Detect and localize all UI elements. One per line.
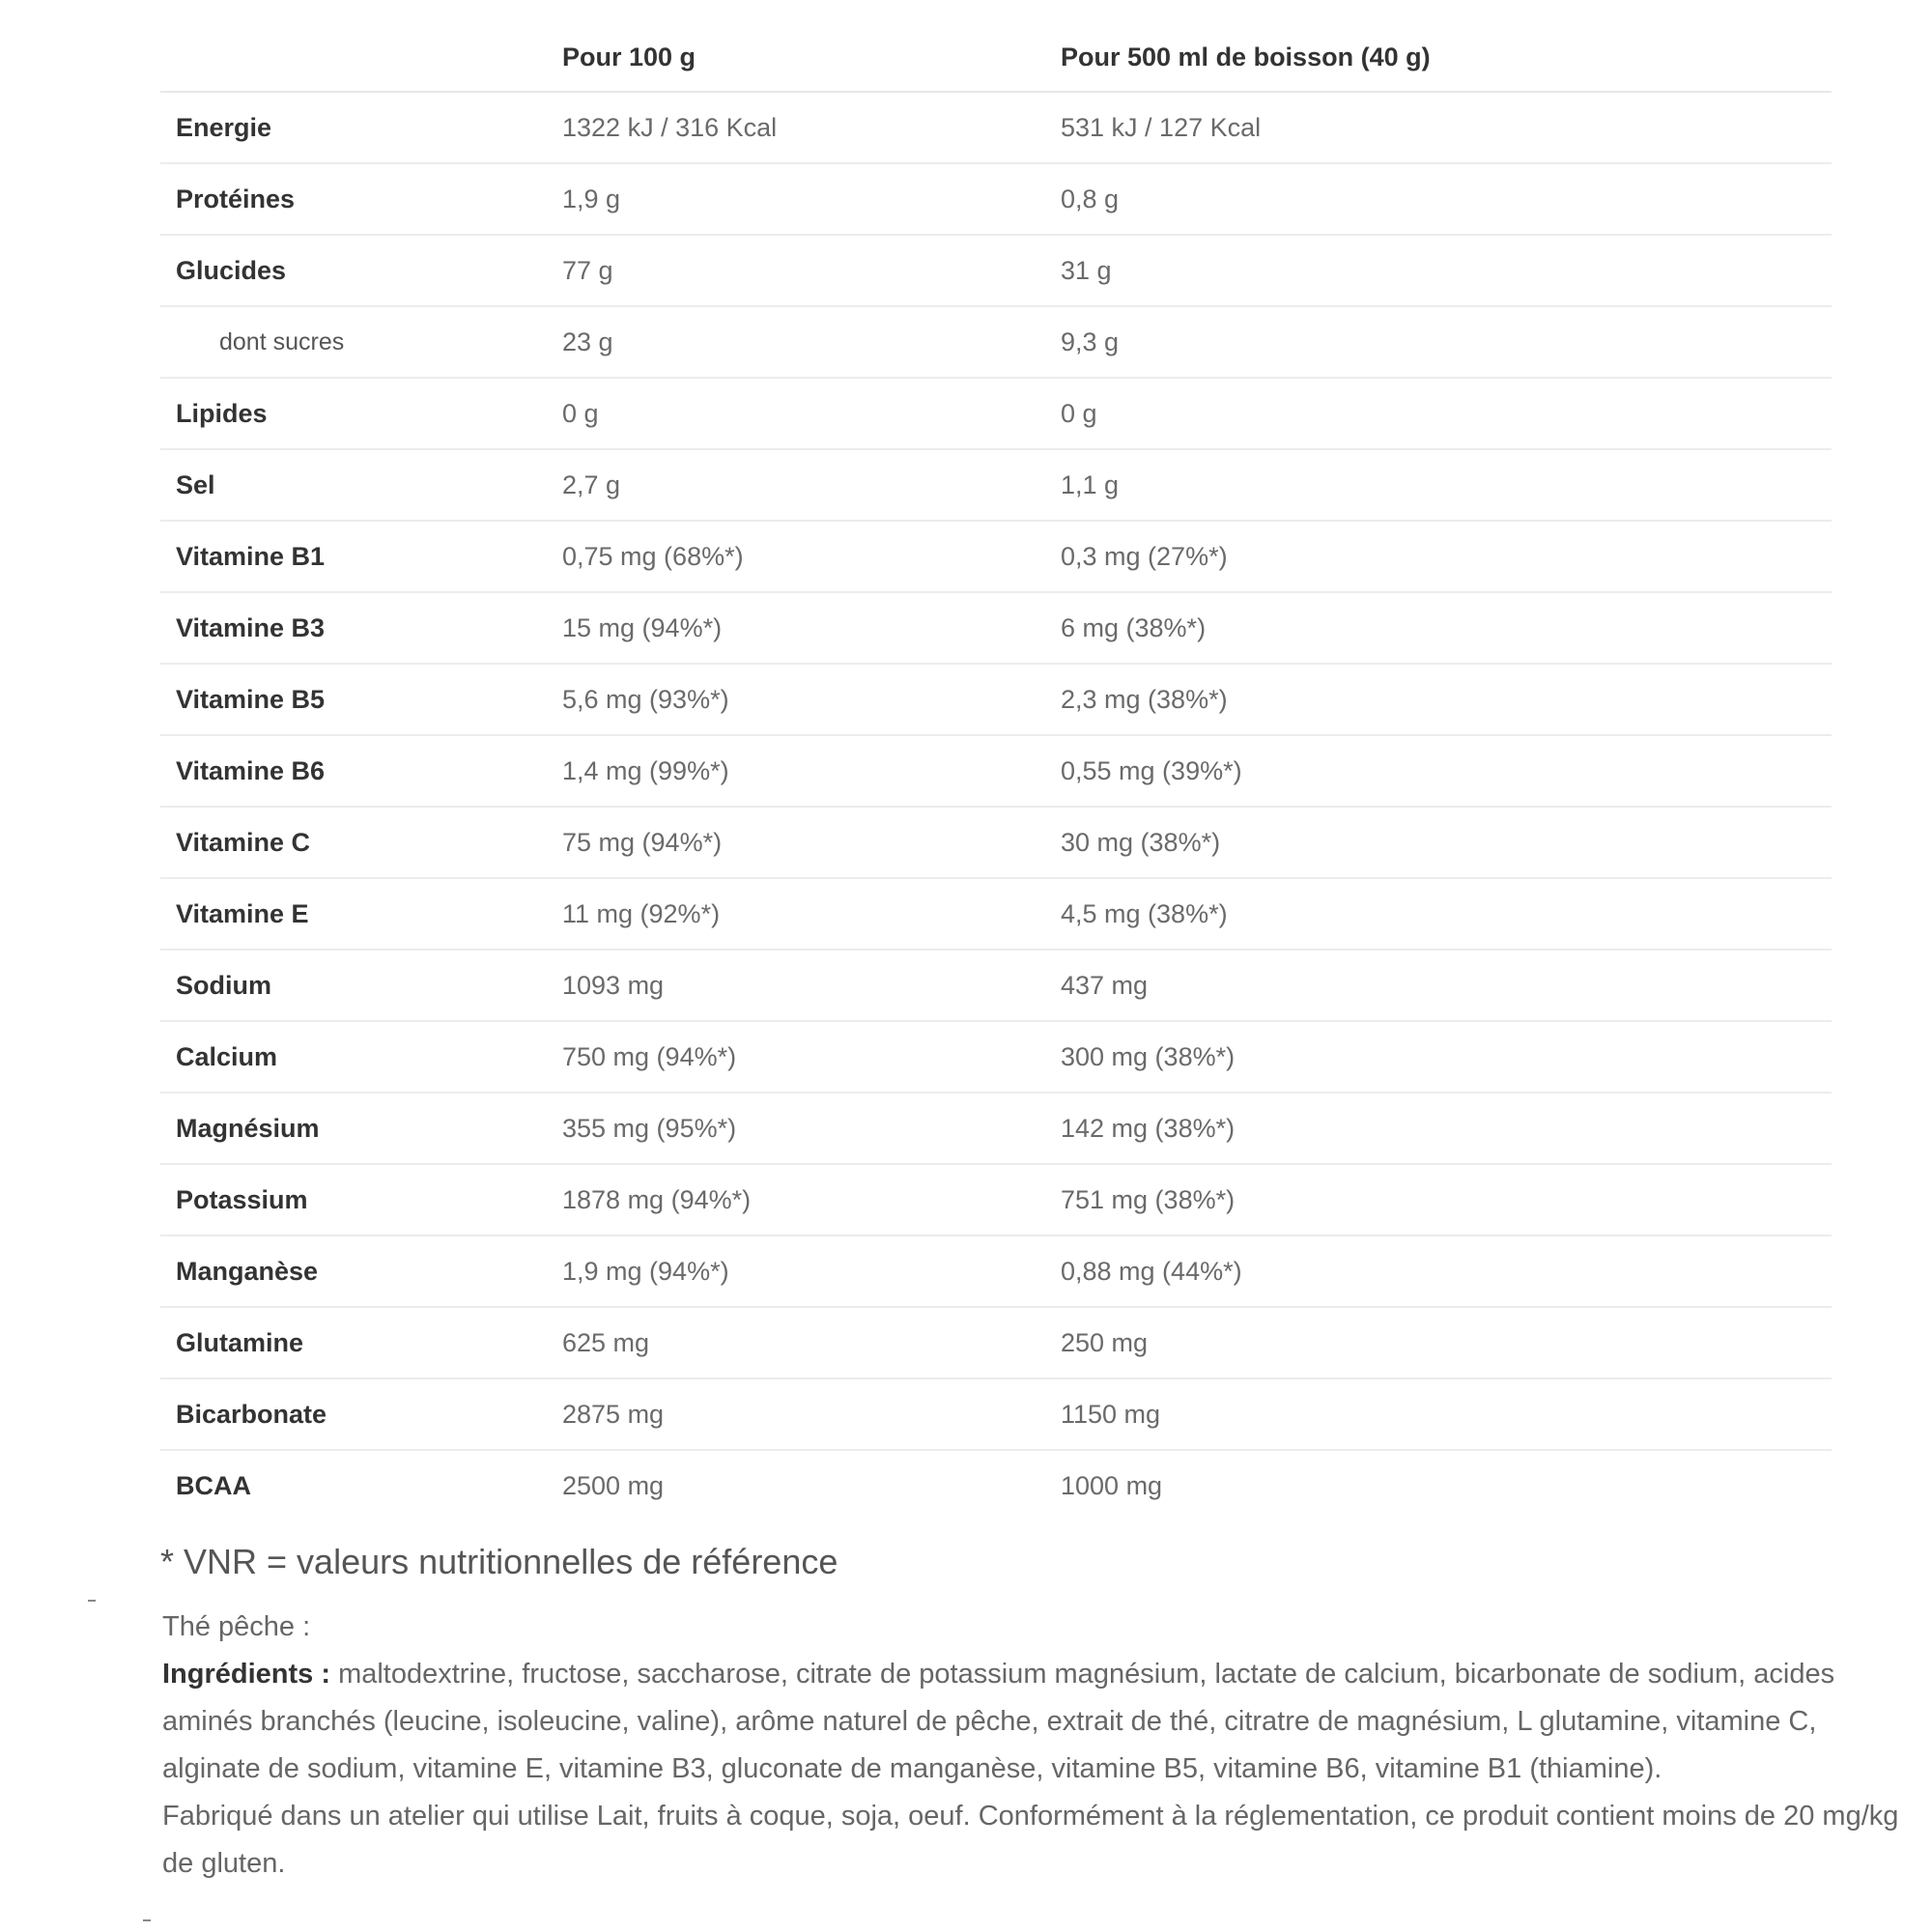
ingredients-list: [162, 1651, 1901, 1793]
nutrient-name: Glutamine: [160, 1307, 547, 1378]
value-per-500ml: 31 g: [1045, 235, 1832, 306]
value-per-100g: 2875 mg: [547, 1378, 1045, 1450]
nutrient-name: Glucides: [160, 235, 547, 306]
value-per-100g: 1878 mg (94%*): [547, 1164, 1045, 1236]
nutrient-name: Vitamine B1: [160, 521, 547, 592]
nutrient-name: Vitamine E: [160, 878, 547, 950]
value-per-100g: 11 mg (92%*): [547, 878, 1045, 950]
value-per-500ml: 4,5 mg (38%*): [1045, 878, 1832, 950]
nutrient-name: Magnésium: [160, 1093, 547, 1164]
value-per-500ml: 0,8 g: [1045, 163, 1832, 235]
table-row: [160, 521, 1832, 592]
value-per-500ml: 1000 mg: [1061, 1470, 1163, 1500]
header-nutrient: [160, 23, 547, 92]
nutrient-name: Sel: [160, 449, 547, 521]
nutrient-name: Energie: [160, 92, 547, 163]
table-row: [160, 163, 1832, 235]
value-per-100g: 75 mg (94%*): [547, 807, 1045, 878]
value-per-100g: 5,6 mg (93%*): [547, 664, 1045, 735]
nutrition-table: [160, 23, 1832, 1520]
value-per-100g: 23 g: [547, 306, 1045, 378]
table-row: [160, 878, 1832, 950]
value-per-500ml: 437 mg: [1045, 950, 1832, 1021]
value-per-100g: 2,7 g: [547, 449, 1045, 521]
table-row: [160, 950, 1832, 1021]
value-per-500ml: 6 mg (38%*): [1045, 592, 1832, 664]
value-per-500ml: 9,3 g: [1045, 306, 1832, 378]
nutrient-name: Manganèse: [160, 1236, 547, 1307]
nutrient-name: Potassium: [160, 1164, 547, 1236]
table-row: [160, 235, 1832, 306]
nutrient-name: BCAA: [176, 1470, 251, 1500]
nutrient-subname: dont sucres: [160, 306, 547, 378]
value-per-500ml: 531 kJ / 127 Kcal: [1045, 92, 1832, 163]
value-per-500ml: 751 mg (38%*): [1045, 1164, 1832, 1236]
table-row: [160, 1093, 1832, 1164]
table-row: [160, 807, 1832, 878]
table-row: [160, 1164, 1832, 1236]
nutrient-name: Vitamine B6: [160, 735, 547, 807]
value-per-100g: 2500 mg: [562, 1470, 665, 1500]
nutrient-name: Vitamine C: [160, 807, 547, 878]
value-per-100g: 1,9 g: [547, 163, 1045, 235]
table-row: [160, 306, 1832, 378]
value-per-100g: 0,75 mg (68%*): [547, 521, 1045, 592]
table-row: [160, 735, 1832, 807]
value-per-100g: 0 g: [547, 378, 1045, 449]
table-header-row: [160, 23, 1832, 92]
allergen-notice: Fabriqué dans un atelier qui utilise Lait, fruits à coque, soja, oeuf. Conformément à la réglementation, ce produit contient moins de 20 mg/kg de gluten.: [162, 1801, 1899, 1879]
value-per-100g: 355 mg (95%*): [547, 1093, 1045, 1164]
value-per-500ml: 0,88 mg (44%*): [1045, 1236, 1832, 1307]
value-per-100g: 1322 kJ / 316 Kcal: [547, 92, 1045, 163]
ingredients-section: [162, 1604, 1901, 1888]
table-row: [160, 1307, 1832, 1378]
value-per-500ml: 1,1 g: [1045, 449, 1832, 521]
ingredients-text: maltodextrine, fructose, saccharose, citrate de potassium magnésium, lactate de calcium, bicarbonate de sodium, acides aminés branchés (leucine, isoleucine, valine), arôme naturel de pêche, extrait de thé, citratre de magnésium, L glutamine, vitamine C, alginate de sodium, vitamine E, vitamine B3, gluconate de manganèse, vitamine B5, vitamine B6, vitamine B1 (thiamine).: [162, 1659, 1835, 1784]
table-row: [160, 1021, 1832, 1093]
value-per-100g: 1,4 mg (99%*): [547, 735, 1045, 807]
value-per-100g: 1,9 mg (94%*): [547, 1236, 1045, 1307]
value-per-500ml: 0,55 mg (39%*): [1045, 735, 1832, 807]
ingredients-label: Ingrédients :: [162, 1659, 331, 1690]
value-per-100g: 625 mg: [547, 1307, 1045, 1378]
value-per-500ml: 0,3 mg (27%*): [1045, 521, 1832, 592]
value-per-500ml: 0 g: [1045, 378, 1832, 449]
nutrient-name: Calcium: [160, 1021, 547, 1093]
table-row: [160, 592, 1832, 664]
value-per-100g: 750 mg (94%*): [547, 1021, 1045, 1093]
flavor-title: Thé pêche :: [162, 1611, 311, 1642]
table-row: [160, 449, 1832, 521]
table-row: [160, 378, 1832, 449]
header-per-500ml: Pour 500 ml de boisson (40 g): [1045, 23, 1832, 92]
value-per-500ml: 2,3 mg (38%*): [1045, 664, 1832, 735]
value-per-500ml: 30 mg (38%*): [1045, 807, 1832, 878]
table-row: [160, 92, 1832, 163]
value-per-100g: 77 g: [547, 235, 1045, 306]
nutrient-name: Bicarbonate: [160, 1378, 547, 1450]
nutrient-name: Sodium: [160, 950, 547, 1021]
nutrient-name: Vitamine B5: [160, 664, 547, 735]
value-per-500ml: 300 mg (38%*): [1045, 1021, 1832, 1093]
value-per-100g: 15 mg (94%*): [547, 592, 1045, 664]
nutrient-name: Vitamine B3: [160, 592, 547, 664]
divider-mark: [143, 1919, 151, 1921]
table-row: [160, 1450, 1832, 1520]
nutrient-name: Protéines: [160, 163, 547, 235]
value-per-100g: 1093 mg: [547, 950, 1045, 1021]
table-row: [160, 1236, 1832, 1307]
vnr-footnote: * VNR = valeurs nutritionnelles de référence: [160, 1542, 838, 1581]
header-per-100g: Pour 100 g: [547, 23, 1045, 92]
nutrient-name: Lipides: [160, 378, 547, 449]
value-per-500ml: 250 mg: [1045, 1307, 1832, 1378]
table-row: [160, 1378, 1832, 1450]
table-row: [160, 664, 1832, 735]
value-per-500ml: 142 mg (38%*): [1045, 1093, 1832, 1164]
value-per-500ml: 1150 mg: [1045, 1378, 1832, 1450]
divider-mark: [88, 1600, 96, 1602]
